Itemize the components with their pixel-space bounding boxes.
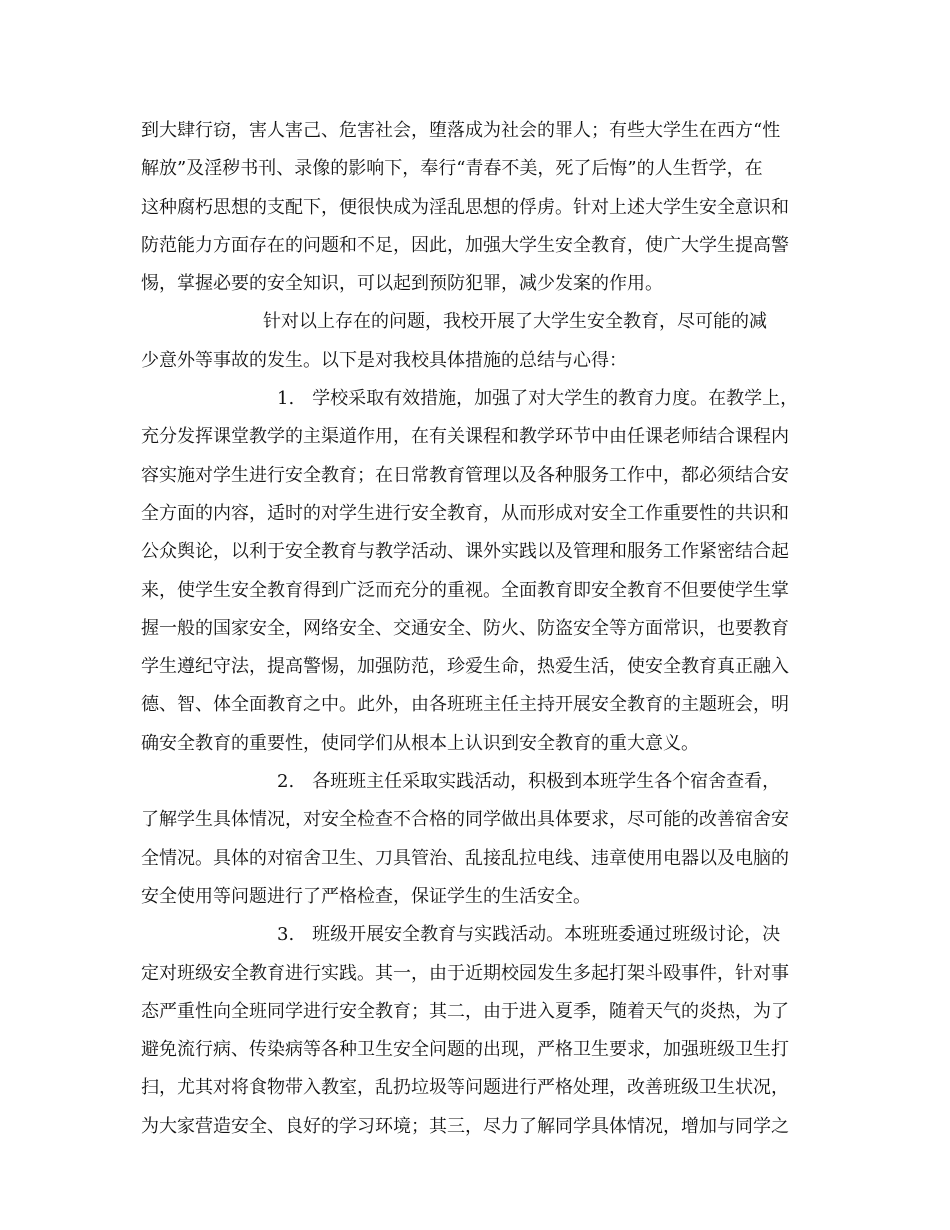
list-item-1-start: 1. 学校采取有效措施，加强了对大学生的教育力度。在教学上，	[277, 388, 799, 410]
text-line: 定对班级安全教育进行实践。其一，由于近期校园发生多起打架斗殴事件，针对事	[141, 962, 789, 984]
text-line: 握一般的国家安全，网络安全、交通安全、防火、防盗安全等方面常识，也要教育	[141, 617, 789, 639]
document-body	[141, 112, 811, 1146]
list-item-2-start: 2. 各班班主任采取实践活动，积极到本班学生各个宿舍查看，	[277, 771, 781, 793]
text-line: 学生遵纪守法，提高警惕，加强防范，珍爱生命，热爱生活，使安全教育真正融入	[141, 656, 789, 678]
text-line: 态严重性向全班同学进行安全教育；其二，由于进入夏季，随着天气的炎热，为了	[141, 1000, 789, 1022]
text-line: 解放”及淫秽书刊、录像的影响下，奉行“青春不美，死了后悔”的人生哲学，在	[141, 158, 763, 180]
text-line: 来，使学生安全教育得到广泛而充分的重视。全面教育即安全教育不但要使学生掌	[141, 579, 789, 601]
text-line: 充分发挥课堂教学的主渠道作用，在有关课程和教学环节中由任课老师结合课程内	[141, 426, 789, 448]
text-line: 惕，掌握必要的安全知识，可以起到预防犯罪，减少发案的作用。	[141, 273, 663, 295]
text-line: 这种腐朽思想的支配下，便很快成为淫乱思想的俘虏。针对上述大学生安全意识和	[141, 196, 789, 218]
text-line: 安全使用等问题进行了严格检查，保证学生的生活安全。	[141, 885, 591, 907]
text-line: 到大肆行窃，害人害己、危害社会，堕落成为社会的罪人；有些大学生在西方“性	[141, 120, 781, 141]
text-line: 了解学生具体情况，对安全检查不合格的同学做出具体要求，尽可能的改善宿舍安	[141, 809, 789, 831]
text-line: 容实施对学生进行安全教育；在日常教育管理以及各种服务工作中，都必须结合安	[141, 464, 789, 486]
text-line: 避免流行病、传染病等各种卫生安全问题的出现，严格卫生要求，加强班级卫生打	[141, 1039, 789, 1061]
text-line: 全方面的内容，适时的对学生进行安全教育，从而形成对安全工作重要性的共识和	[141, 502, 789, 524]
text-line: 为大家营造安全、良好的学习环境；其三，尽力了解同学具体情况，增加与同学之	[141, 1115, 789, 1137]
text-line: 少意外等事故的发生。以下是对我校具体措施的总结与心得：	[141, 349, 627, 371]
text-line: 扫，尤其对将食物带入教室，乱扔垃圾等问题进行严格处理，改善班级卫生状况，	[141, 1077, 789, 1099]
paragraph-start-line: 针对以上存在的问题，我校开展了大学生安全教育，尽可能的减	[263, 311, 767, 333]
list-item-3-start: 3. 班级开展安全教育与实践活动。本班班委通过班级讨论，决	[277, 924, 781, 946]
text-line: 公众舆论，以利于安全教育与教学活动、课外实践以及管理和服务工作紧密结合起	[141, 541, 789, 563]
text-line: 确安全教育的重要性，使同学们从根本上认识到安全教育的重大意义。	[141, 732, 699, 754]
text-line: 德、智、体全面教育之中。此外，由各班班主任主持开展安全教育的主题班会，明	[141, 694, 789, 716]
text-line: 防范能力方面存在的问题和不足，因此，加强大学生安全教育，使广大学生提高警	[141, 234, 789, 256]
text-line: 全情况。具体的对宿舍卫生、刀具管治、乱接乱拉电线、违章使用电器以及电脑的	[141, 847, 789, 869]
